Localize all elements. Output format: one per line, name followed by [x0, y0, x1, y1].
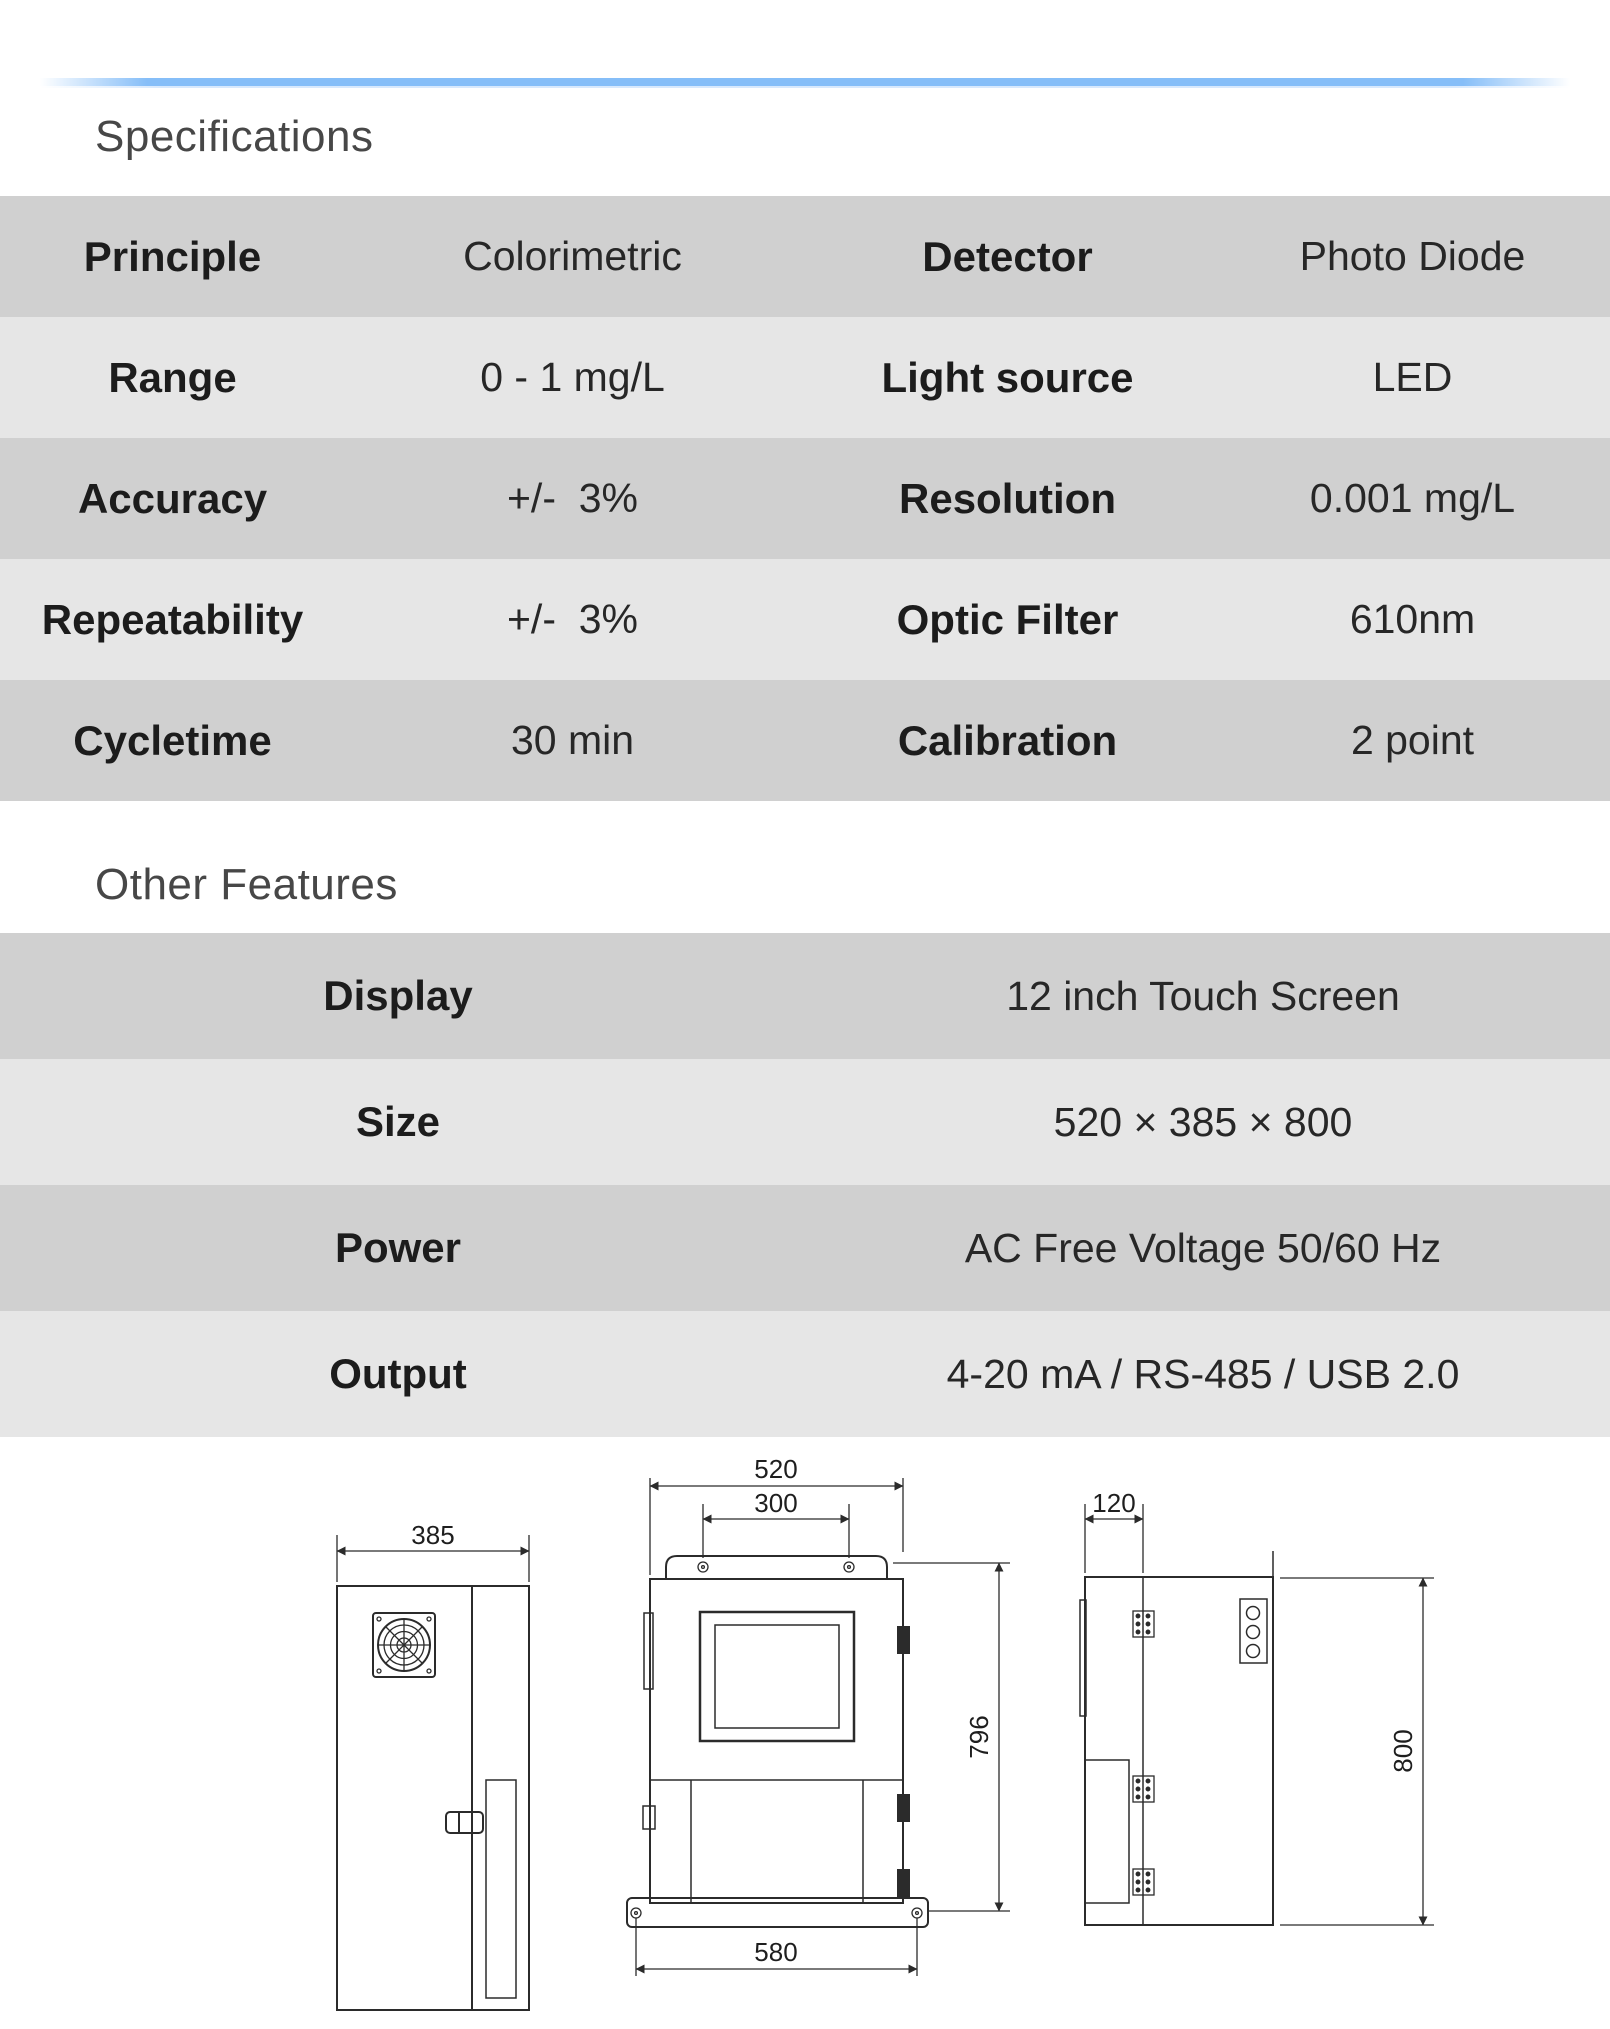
fan-icon: [377, 1617, 431, 1673]
spec-value: LED: [1372, 354, 1453, 400]
table-row: [0, 196, 1610, 317]
spec-value: 2 point: [1350, 717, 1475, 763]
indicator-lights: [1240, 1599, 1267, 1663]
other-features-heading: Other Features: [95, 860, 398, 909]
table-row: [0, 1185, 1610, 1311]
dim-base-width: 580: [754, 1937, 798, 1967]
table-row: [0, 559, 1610, 680]
dim-mount-holes: 300: [754, 1488, 798, 1518]
spec-value: 610nm: [1349, 596, 1476, 642]
hinge-icon: [898, 1870, 909, 1896]
feature-label: Power: [334, 1224, 462, 1271]
table-row: [0, 933, 1610, 1059]
specifications-table: [0, 196, 1610, 801]
feature-label: Output: [329, 1350, 467, 1397]
spec-label: Accuracy: [77, 474, 268, 522]
spec-value: 30 min: [510, 717, 635, 763]
feature-value: AC Free Voltage 50/60 Hz: [964, 1224, 1442, 1271]
spec-value: 0 - 1 mg/L: [480, 354, 665, 400]
spec-value: Photo Diode: [1299, 233, 1526, 279]
dim-side-width: 385: [411, 1520, 455, 1550]
spec-label: Light source: [881, 353, 1134, 401]
blue-accent-divider: [40, 78, 1570, 86]
spec-label: Optic Filter: [896, 595, 1119, 643]
table-row: [0, 1311, 1610, 1437]
spec-value: +/- 3%: [506, 475, 639, 521]
hinge-icon: [898, 1795, 909, 1821]
door-handle: [446, 1812, 483, 1833]
right-view-drawing: [1080, 1551, 1273, 1925]
spec-label: Calibration: [897, 716, 1118, 764]
dim-front-height: 796: [964, 1715, 994, 1759]
front-view-drawing: [627, 1556, 928, 1927]
spec-label: Range: [108, 353, 237, 401]
hinge-icon: [898, 1627, 909, 1653]
dim-door-depth: 120: [1092, 1488, 1136, 1518]
table-row: [0, 680, 1610, 801]
dimension-lines: [337, 1478, 1434, 1976]
dimension-drawing-svg: [0, 1450, 1610, 2024]
feature-value: 520 × 385 × 800: [1053, 1098, 1353, 1145]
table-row: [0, 438, 1610, 559]
table-row: [0, 317, 1610, 438]
table-row: [0, 1059, 1610, 1185]
spec-value: +/- 3%: [506, 596, 639, 642]
spec-label: Detector: [922, 232, 1093, 280]
feature-label: Size: [355, 1098, 441, 1145]
feature-value: 12 inch Touch Screen: [1006, 972, 1400, 1019]
spec-value: Colorimetric: [463, 233, 682, 279]
dimension-labels: [411, 1454, 1418, 1967]
specifications-heading: Specifications: [95, 112, 374, 161]
dim-overall-height: 800: [1388, 1729, 1418, 1773]
spec-label: Repeatability: [41, 595, 304, 643]
feature-label: Display: [323, 972, 473, 1019]
spec-label: Principle: [83, 232, 262, 280]
technical-drawings: [0, 1450, 1610, 2024]
side-view-drawing: [337, 1586, 529, 2010]
spec-label: Resolution: [899, 474, 1116, 522]
touch-screen: [700, 1612, 854, 1741]
spec-value: 0.001 mg/L: [1309, 475, 1516, 521]
spec-label: Cycletime: [73, 716, 272, 764]
feature-value: 4-20 mA / RS-485 / USB 2.0: [946, 1350, 1460, 1397]
other-features-table: [0, 933, 1610, 1437]
dim-front-width: 520: [754, 1454, 798, 1484]
